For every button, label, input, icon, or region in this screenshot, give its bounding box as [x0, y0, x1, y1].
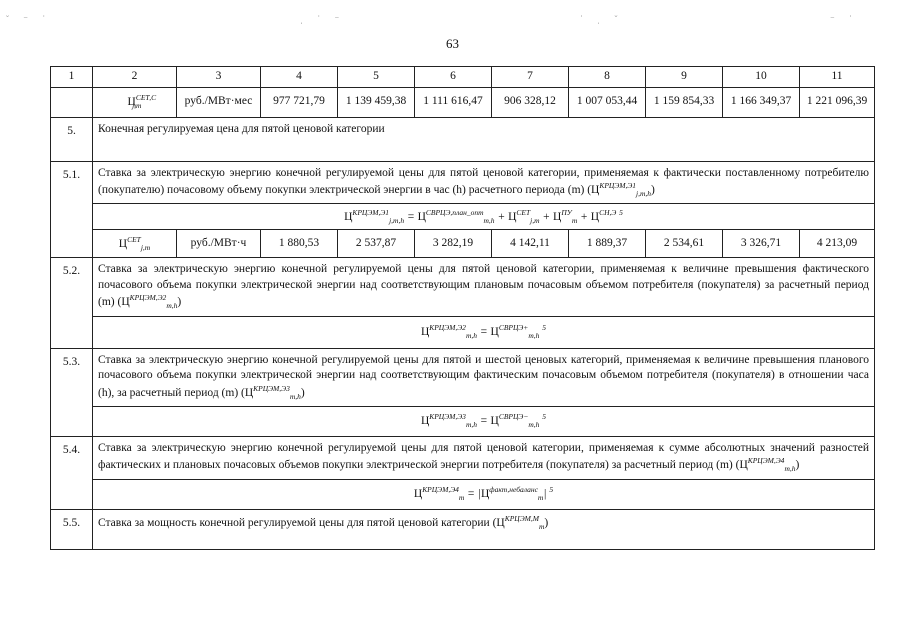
header-cell: 5 [338, 67, 415, 88]
scan-specks: ˘ ⁻ ˙ [6, 14, 52, 24]
formula: $Ц^{КРЦЭМ,Э4}_m = |Ц^{факт,небаланс}_m|$ $^5$ [93, 479, 875, 509]
section-text: Ставка за мощность конечной регулируемой цены для пятой ценовой категории $(Ц^{КРЦЭМ,М}_m)$ [93, 509, 875, 549]
section-5-4-row [51, 436, 875, 479]
value-cell: 1 007 053,44 [569, 87, 646, 117]
section-5-row [51, 117, 875, 161]
value-cell: 1 111 616,47 [415, 87, 492, 117]
section-text: Ставка за электрическую энергию конечной регулируемой цены для пятой ценовой категории, применяемая к сумме абсолютных значений разностей фактических и плановых почасовых объемов покупки электрической энергии потребителя (покупателя) за расчетный период (m) $(Ц^{КРЦЭМ,Э4}_{m,h})$ [93, 436, 875, 479]
value-cell: 977 721,79 [261, 87, 338, 117]
header-row [51, 67, 875, 88]
header-cell: 4 [261, 67, 338, 88]
value-cell: 2 534,61 [646, 230, 723, 258]
page-number: 63 [446, 36, 459, 51]
section-5-1-row [51, 161, 875, 204]
header-cell: 3 [177, 67, 261, 88]
header-cell: 9 [646, 67, 723, 88]
value-cell: 4 213,09 [800, 230, 875, 258]
section-5-3-row [51, 348, 875, 406]
header-cell: 7 [492, 67, 569, 88]
header-cell: 1 [51, 67, 93, 88]
value-cell: 1 880,53 [261, 230, 338, 258]
header-cell: 6 [415, 67, 492, 88]
unit-cell: руб./МВт·мес [177, 87, 261, 117]
formula: $Ц^{КРЦЭМ,Э1}_{j,m,h} = Ц^{СВРЦЭ,план\_опт}_{m,h} + Ц^{СЕТ}_{j,m} + Ц^{ПУ}_m + Ц^{СН,Э}$ $^5$ [93, 204, 875, 230]
section-5-2-row [51, 258, 875, 316]
value-cell: 3 282,19 [415, 230, 492, 258]
section-text: Конечная регулируемая цена для пятой ценовой категории [93, 117, 875, 161]
value-cell: 4 142,11 [492, 230, 569, 258]
header-cell: 10 [723, 67, 800, 88]
table-row-set [51, 87, 875, 117]
header-cell: 2 [93, 67, 177, 88]
section-number: 5.2. [51, 258, 93, 348]
unit-cell: руб./МВт·ч [177, 230, 261, 258]
formula: $Ц^{КРЦЭМ,Э3}_{m,h} = Ц^{СВРЦЭ-}_{m,h}$ $^5$ [93, 406, 875, 436]
formula-row [51, 479, 875, 509]
formula: $Ц^{КРЦЭМ,Э2}_{m,h} = Ц^{СВРЦЭ+}_{m,h}$ $^5$ [93, 316, 875, 348]
value-cell: 1 221 096,39 [800, 87, 875, 117]
symbol-cell: $Ц^{СЕТ}_{j,m}$ [93, 230, 177, 258]
symbol-cell: $Ц^{СЕТ,С}_{j,m}$ [93, 87, 177, 117]
section-text: Ставка за электрическую энергию конечной регулируемой цены для пятой ценовой категории, применяемая к фактически поставленному потребителю (покупателю) почасовому объему покупки электрической энергии в час (h) расчетного периода (m) $(Ц^{КРЦЭМ,Э1}_{j,m,h})$ [93, 161, 875, 204]
formula-row [51, 316, 875, 348]
section-number: 5.3. [51, 348, 93, 436]
scan-specks: ˙ ˌ ˘ [580, 14, 624, 24]
section-text: Ставка за электрическую энергию конечной регулируемой цены для пятой ценовой категории, применяемая к величине превышения фактического почасового объема покупки электрической энергии над соответствующим плановым почасовым объемом потребителя (покупателя) за расчетный период (m) $(Ц^{КРЦЭМ,Э2}_{m,h})$ [93, 258, 875, 316]
value-cell: 1 159 854,33 [646, 87, 723, 117]
header-cell: 11 [800, 67, 875, 88]
section-number: 5.1. [51, 161, 93, 258]
value-cell: 1 166 349,37 [723, 87, 800, 117]
scan-specks: ⁻ ˙ [830, 14, 858, 24]
section-number: 5. [51, 117, 93, 161]
formula-row [51, 406, 875, 436]
table-row-set [51, 230, 875, 258]
section-5-5-row [51, 509, 875, 549]
value-cell: 1 889,37 [569, 230, 646, 258]
section-number: 5.4. [51, 436, 93, 509]
formula-row [51, 204, 875, 230]
value-cell: 1 139 459,38 [338, 87, 415, 117]
scan-specks: ˌ ˙ ⁻ [300, 14, 346, 24]
value-cell: 2 537,87 [338, 230, 415, 258]
section-number: 5.5. [51, 509, 93, 549]
header-cell: 8 [569, 67, 646, 88]
tariff-table [50, 66, 875, 550]
section-text: Ставка за электрическую энергию конечной регулируемой цены для пятой и шестой ценовых категорий, применяемая к величине превышения планового почасового объема покупки электрической энергии над соответствующим фактическим почасовым объемом потребителя (покупателя) в отношении часа (h), за расчетный период (m) $(Ц^{КРЦЭМ,Э3}_{m,h})$ [93, 348, 875, 406]
value-cell: 906 328,12 [492, 87, 569, 117]
value-cell: 3 326,71 [723, 230, 800, 258]
